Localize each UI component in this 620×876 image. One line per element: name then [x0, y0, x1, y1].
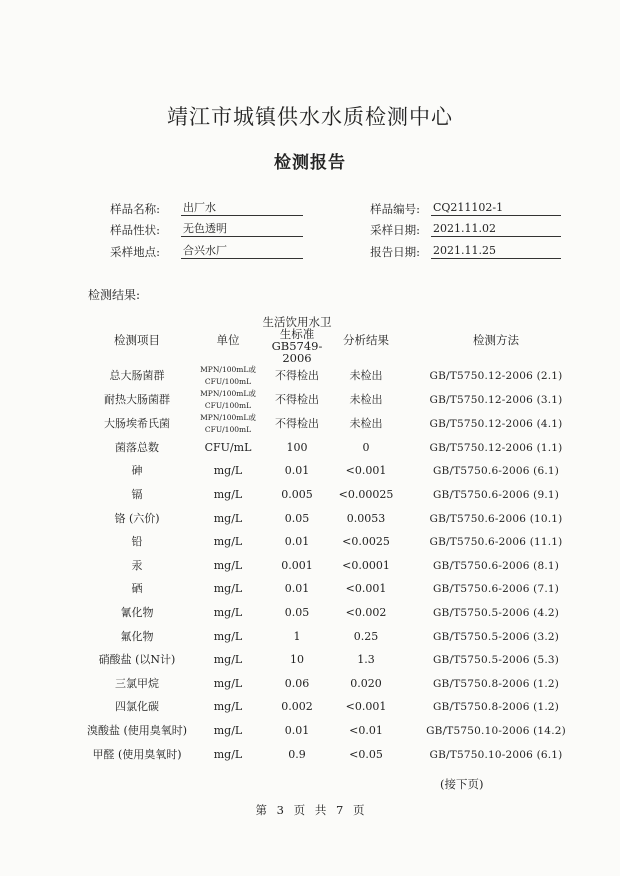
sampling-location-label: 采样地点: — [110, 245, 160, 259]
sample-number-label: 样品编号: — [370, 202, 420, 216]
report-title: 检测报告 — [274, 153, 346, 173]
cell-standard: 100 — [286, 440, 308, 454]
organization-title: 靖江市城镇供水水质检测中心 — [167, 105, 453, 129]
cell-standard: 1 — [293, 629, 301, 643]
cell-unit: MPN/100mL或CFU/100mL — [200, 389, 256, 410]
table-row — [76, 648, 596, 672]
cell-unit: mg/L — [213, 676, 243, 690]
cell-item: 大肠埃希氏菌 — [104, 417, 170, 430]
cell-item: 硝酸盐 (以N计) — [98, 653, 176, 667]
cell-method: GB/T5750.10-2006 (14.2) — [426, 724, 566, 737]
table-row — [76, 483, 596, 507]
cell-item: 甲醛 (使用臭氧时) — [92, 747, 182, 761]
cell-method: GB/T5750.6-2006 (7.1) — [432, 583, 560, 596]
cell-item: 硒 — [131, 582, 143, 596]
table-row — [76, 412, 596, 436]
cell-result: 0.25 — [353, 629, 379, 643]
results-section-title: 检测结果: — [88, 288, 141, 302]
report-date-value: 2021.11.25 — [431, 243, 561, 259]
table-row — [76, 601, 596, 625]
cell-unit: mg/L — [213, 723, 243, 737]
table-row — [76, 436, 596, 460]
cell-item: 总大肠菌群 — [109, 369, 165, 382]
cell-item: 铅 — [131, 535, 143, 549]
cell-item: 三氯甲烷 — [115, 676, 159, 690]
cell-unit: mg/L — [213, 558, 243, 572]
cell-result: <0.0001 — [342, 558, 390, 572]
table-row — [76, 578, 596, 602]
cell-result: 0.020 — [350, 676, 382, 690]
cell-standard: 0.01 — [284, 723, 310, 737]
cell-item: 四氯化碳 — [115, 700, 159, 714]
cell-item: 汞 — [131, 558, 143, 572]
cell-standard: 0.005 — [281, 487, 313, 501]
table-row — [76, 388, 596, 412]
cell-method: GB/T5750.12-2006 (3.1) — [429, 394, 563, 406]
cell-result: <0.00025 — [338, 487, 394, 501]
report-date-label: 报告日期: — [370, 245, 420, 259]
cell-item: 氟化物 — [120, 629, 154, 643]
cell-unit: mg/L — [213, 629, 243, 643]
cell-standard: 不得检出 — [275, 417, 319, 430]
cell-standard: 不得检出 — [275, 393, 319, 406]
page-number: 第 3 页 共 7 页 — [255, 803, 365, 817]
sample-property-value: 无色透明 — [181, 221, 303, 237]
cell-unit: mg/L — [213, 582, 243, 596]
cell-unit: mg/L — [213, 653, 243, 667]
cell-result: 0.0053 — [346, 511, 386, 525]
sample-property-label: 样品性状: — [110, 223, 160, 237]
cell-result: <0.0025 — [342, 535, 390, 549]
cell-unit: CFU/mL — [204, 440, 252, 454]
cell-standard: 0.05 — [284, 605, 310, 619]
cell-method: GB/T5750.6-2006 (8.1) — [432, 559, 560, 572]
cell-item: 氰化物 — [120, 605, 154, 619]
cell-method: GB/T5750.6-2006 (10.1) — [429, 512, 563, 525]
table-row — [76, 672, 596, 696]
cell-result: 未检出 — [349, 417, 383, 430]
cell-result: <0.01 — [349, 723, 383, 737]
cell-standard: 0.001 — [281, 558, 313, 572]
cell-result: <0.001 — [345, 464, 387, 478]
table-row — [76, 460, 596, 484]
cell-unit: mg/L — [213, 747, 243, 761]
table-row — [76, 554, 596, 578]
cell-item: 镉 — [131, 487, 143, 501]
table-row — [76, 743, 596, 767]
table-row — [76, 625, 596, 649]
cell-item: 溴酸盐 (使用臭氧时) — [86, 723, 188, 737]
cell-standard: 不得检出 — [275, 369, 319, 382]
cell-standard: 0.06 — [284, 676, 310, 690]
cell-method: GB/T5750.5-2006 (4.2) — [432, 606, 560, 619]
sample-name-value: 出厂水 — [181, 200, 303, 216]
cell-unit: mg/L — [213, 487, 243, 501]
header-method: 检测方法 — [473, 333, 519, 347]
cell-method: GB/T5750.6-2006 (11.1) — [429, 536, 563, 549]
cell-result: 1.3 — [357, 653, 375, 667]
cell-unit: MPN/100mL或CFU/100mL — [200, 413, 256, 434]
header-result: 分析结果 — [343, 333, 389, 347]
cell-method: GB/T5750.12-2006 (1.1) — [429, 441, 563, 454]
cell-unit: mg/L — [213, 700, 243, 714]
sample-name-label: 样品名称: — [110, 202, 160, 216]
cell-standard: 0.05 — [284, 511, 310, 525]
cell-result: <0.001 — [345, 582, 387, 596]
cell-method: GB/T5750.6-2006 (6.1) — [432, 465, 560, 478]
results-table — [76, 316, 596, 766]
cell-method: GB/T5750.8-2006 (1.2) — [432, 677, 560, 690]
header-unit: 单位 — [216, 333, 240, 347]
sampling-location-value: 合兴水厂 — [181, 243, 303, 259]
header-standard: 生活饮用水卫生标准GB5749-2006 — [262, 315, 332, 365]
cell-result: 未检出 — [349, 369, 383, 382]
table-body — [76, 364, 596, 766]
cell-unit: mg/L — [213, 535, 243, 549]
table-row — [76, 364, 596, 388]
cell-item: 菌落总数 — [115, 440, 159, 454]
cell-unit: mg/L — [213, 511, 243, 525]
table-row — [76, 530, 596, 554]
cell-result: 未检出 — [349, 393, 383, 406]
table-row — [76, 719, 596, 743]
cell-item: 砷 — [131, 464, 143, 478]
table-row — [76, 507, 596, 531]
cell-unit: MPN/100mL或CFU/100mL — [200, 365, 256, 386]
cell-standard: 0.01 — [284, 535, 310, 549]
cell-unit: mg/L — [213, 464, 243, 478]
cell-method: GB/T5750.10-2006 (6.1) — [429, 748, 563, 761]
table-row — [76, 696, 596, 720]
cell-result: <0.001 — [345, 700, 387, 714]
cell-method: GB/T5750.6-2006 (9.1) — [432, 488, 560, 501]
sample-number-value: CQ211102-1 — [431, 200, 561, 216]
cell-method: GB/T5750.12-2006 (2.1) — [429, 370, 563, 382]
cell-result: <0.002 — [345, 605, 387, 619]
cell-standard: 0.01 — [284, 464, 310, 478]
cell-result: <0.05 — [349, 747, 383, 761]
cell-standard: 0.002 — [281, 700, 313, 714]
header-item: 检测项目 — [114, 333, 160, 347]
cell-method: GB/T5750.8-2006 (1.2) — [432, 701, 560, 714]
cell-method: GB/T5750.5-2006 (5.3) — [432, 654, 560, 667]
cell-item: 耐热大肠菌群 — [104, 393, 170, 406]
cell-standard: 10 — [290, 653, 304, 667]
cell-result: 0 — [362, 440, 370, 454]
cell-method: GB/T5750.5-2006 (3.2) — [432, 630, 560, 643]
cell-standard: 0.9 — [288, 747, 306, 761]
sampling-date-label: 采样日期: — [370, 223, 420, 237]
sampling-date-value: 2021.11.02 — [431, 221, 561, 237]
table-header-row — [76, 316, 596, 364]
continued-note: (接下页) — [440, 777, 484, 791]
cell-item: 铬 (六价) — [114, 511, 160, 525]
cell-unit: mg/L — [213, 605, 243, 619]
cell-method: GB/T5750.12-2006 (4.1) — [429, 418, 563, 430]
cell-standard: 0.01 — [284, 582, 310, 596]
